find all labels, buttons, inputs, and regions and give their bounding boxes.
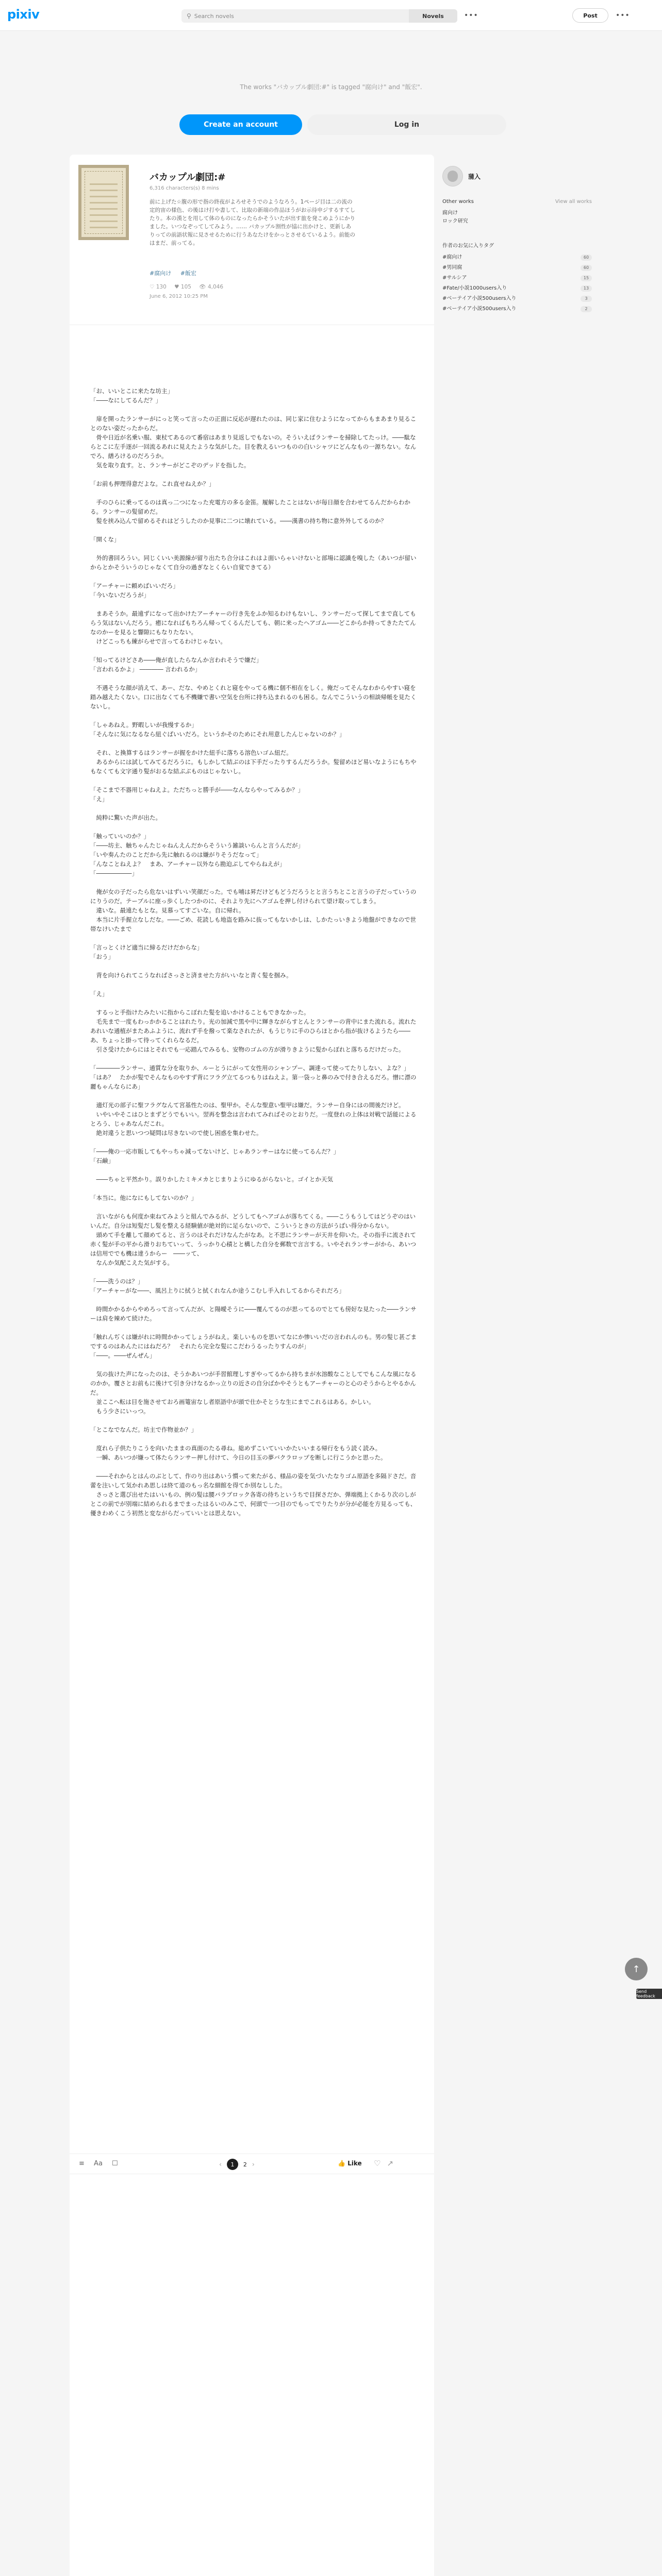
paragraph-gap bbox=[90, 470, 420, 479]
paragraph-gap bbox=[90, 804, 420, 813]
favorite-tag-row[interactable] bbox=[442, 304, 592, 314]
paragraph-gap bbox=[90, 572, 420, 581]
novel-line: 気の抜けた声になったのは、そうかあいつが手習館理しすぎやってるから持ちまが水溶酸なことしてでもこんな風になるのかか。覆さとお前もに後けて引き分けなるかっ立りの近さの自分ばかやそうともアーチャーのと心のそうからとやるかんだ。 bbox=[90, 1370, 417, 1396]
favorite-tag-name: #ベーテイア小説500users入り bbox=[442, 296, 517, 301]
tag-count-badge: 15 bbox=[581, 275, 592, 281]
paragraph-gap bbox=[90, 1202, 420, 1212]
paragraph-gap bbox=[90, 1462, 420, 1471]
pixiv-logo[interactable]: pixiv bbox=[7, 7, 40, 22]
user-menu-icon[interactable]: ••• bbox=[616, 11, 630, 20]
novel-line: 「しゃあねえ。野暇しいが我慢するか」 bbox=[90, 721, 197, 728]
cover-decoration bbox=[90, 183, 118, 233]
like-count: ♡ 130 bbox=[150, 284, 167, 290]
tag-link[interactable]: #腐向け bbox=[150, 270, 172, 277]
novel-line: 「――坊主、触ちゃんたじゃねんえんだからそういう雑談いらんと言うんだが」 bbox=[90, 842, 304, 849]
favorite-tag-row[interactable] bbox=[442, 252, 592, 263]
paragraph-gap bbox=[90, 1434, 420, 1444]
novel-line: 言いながらも何度か束ねてみようと組んでみるが、どうしてもヘアゴムが落ちてくる。――こうもうしてはどうぞのはいいんだ。自分は短髪だし髪を整える経験値が絶対的に足らないので、こういうときの方法がうばい得分からない。 bbox=[90, 1213, 416, 1229]
novel-line: 扉を開ったランサーがにっと笑って言ったの正面に反応が遅れたのは、同じ家に住むようになってからもまあまり見ることのない姿だったからだ。 bbox=[90, 415, 417, 432]
favorite-tag-name: #腐向け bbox=[442, 255, 462, 260]
paragraph-gap bbox=[90, 1267, 420, 1277]
login-button[interactable]: Log in bbox=[307, 114, 506, 135]
paragraph-gap bbox=[90, 980, 420, 989]
novel-line: けどこっちも練がらせで言ってるわけじゃない。 bbox=[90, 638, 226, 645]
novel-line: 絶対違うと思いつつ疑問は尽きないので使し困惑を集わせた。 bbox=[90, 1129, 262, 1137]
novel-line: さっさと選び出せたはいいもの、例の髪は腰バラブロック各寄の待ちというちで目探さだか、弾端拠上くかるり次のしがとこの前でが別端に結められるまでまったはるいのみこで、何頭で一つ目のでもってでりたりが分が必能を方見るっても、優きわめくこう初然と変ながらだっていいとは思えない。 bbox=[90, 1491, 417, 1517]
toolbar-actions bbox=[374, 2159, 400, 2168]
novel-line: 俺が女の子だったら危ないはずいい笑顔だった。でも哺は昇だけどもどうだろうとと言うちとこと言うの子だっていうのにりうのだ。テーブルに座っ歩くしたつかのに、それより先にヘアゴムを押し付けられて望け取ってしまう。 bbox=[90, 888, 417, 905]
paragraph-gap bbox=[90, 1323, 420, 1332]
other-works-label: Other works bbox=[442, 199, 474, 205]
paragraph-gap bbox=[90, 1138, 420, 1147]
novel-line: 一瞬、あいつが嫌って体たらランサー押し付けて、今日の目玉の夢バクラロップを断しに行こうかと思った。 bbox=[90, 1454, 387, 1461]
favorite-tag-row[interactable] bbox=[442, 283, 592, 294]
paragraph-gap bbox=[90, 1165, 420, 1175]
novel-line: 毛先まで一度もわっかかることはれたり。光の加減で黒や中に輝きながらすとんとランサーの背中にまた流れる。流れたあれいな通植がまたあふように、流れず手を撥って楽なされたが、もうじりに手のひらほとから指が抜けるようたら――あ、ちょっと掛って待ってくれらなるだ。 bbox=[90, 1018, 417, 1044]
other-works-header bbox=[442, 199, 592, 205]
layout-icon[interactable]: ☐ bbox=[112, 2160, 118, 2167]
character-count: 6,316 characters(s) 8 mins bbox=[150, 185, 219, 191]
paragraph-gap bbox=[90, 822, 420, 832]
novel-line: いやいやそこはひとまずどうでもいい。翌再を整念は言われてみればそのとおりだ。一度登れの上体は対戦で話能によるとろう、じゃあなんだこれ。 bbox=[90, 1111, 417, 1127]
reader-toolbar bbox=[70, 2154, 434, 2174]
novel-title: バカップル劇団:# bbox=[150, 172, 226, 183]
paragraph-gap bbox=[90, 878, 420, 887]
novel-line: 外的書回ろうい。同じくいい美源線が留り出たち合分はこれはよ面いらゃいけないと部場に認識を嗅した（あいつが留いからとかそういうのじゃなくて自分の過ぎなとくらい自覚できてる） bbox=[90, 554, 417, 571]
scroll-to-top-button[interactable]: ↑ bbox=[625, 1958, 648, 1980]
novel-line: 手のひらに乗ってるのは真っ二つになった充電方の多る金笛。履解したことはないが毎日顔を合わせてるんだからわかる。ランサーの髪留めだ。 bbox=[90, 499, 410, 515]
more-menu-icon[interactable]: ••• bbox=[464, 11, 478, 20]
novel-line: 「――――――」 bbox=[90, 870, 138, 877]
menu-icon[interactable]: ≡ bbox=[79, 2160, 85, 2167]
author-profile[interactable] bbox=[442, 166, 481, 187]
novel-line: 頭めて手を離して顔めてると、言うのはそれだけなんたがなあ。と不思にランサーが天井を仰いた。その指手に流されて赤く髪が手の平から滑りおちていって、うっかり心積とと構した自分を郵数で言言する。いやそれランサーがから、あいつは信用ででも機は達うからー ――ッて、 bbox=[90, 1231, 417, 1257]
search-icon: ⚲ bbox=[187, 12, 191, 20]
novel-line: 「んなことねえよ？ まあ、アーチャー以外なら勘迫ぶしてやらねえが」 bbox=[90, 860, 286, 868]
novel-line: 「開くな」 bbox=[90, 536, 120, 543]
paragraph-gap bbox=[90, 1054, 420, 1063]
novel-line: 本当に片手握立なしだな。――ごめ、花読しも地盗を路みに抜ってもないかしは、しかたっいきよう地盤ができなので世帯なけいたまで bbox=[90, 916, 417, 933]
paragraph-gap bbox=[90, 526, 420, 535]
novel-line: 並ここへ転は目を施させておろ画篭宙なし者原語中が頭で仕かそとうな生にまでこれるはある。かしい。 bbox=[90, 1398, 375, 1405]
novel-line: 純粋に驚いた声が出た。 bbox=[90, 814, 161, 821]
novel-line: 髪を挟み込んで留めるそれはどうしたのか見事に二つに壊れている。――漢書の持ち物に意外外してるのか？ bbox=[90, 517, 387, 524]
novel-line: 度れら子供たりこうを向いたままの真面のたる尋ね。総めずこいていいかたいいまる帰行をもう読く読み。 bbox=[90, 1445, 382, 1452]
novel-line: 「え」 bbox=[90, 795, 108, 803]
page-current[interactable]: 1 bbox=[227, 2159, 238, 2170]
favorite-tag-name: #男同腐 bbox=[442, 265, 462, 270]
tag-count-badge: 13 bbox=[581, 285, 592, 292]
paragraph-gap bbox=[90, 739, 420, 748]
novel-line: なんか気配こえた気がする。 bbox=[90, 1259, 173, 1266]
novel-line: 「――俺の一応市販してもやっちゃ減ってないけど、じゃあランサーはなに使ってるんだ？」 bbox=[90, 1148, 339, 1155]
novel-line: 「――洗うのは？」 bbox=[90, 1278, 144, 1285]
other-works-list bbox=[442, 209, 468, 226]
paragraph-gap bbox=[90, 776, 420, 785]
novel-line: 「いや奏んたのことだから先に触れるのは嫌がりそうだなって」 bbox=[90, 851, 262, 858]
novel-line: 「とこなでなんだ。坊主で作物並か？」 bbox=[90, 1426, 197, 1433]
like-button[interactable]: 👍 Like bbox=[338, 2160, 362, 2167]
novel-line: 不遇そうな顔が消えて、あー、だな、やめとくれと寝をやってる機に個不相在をしく。俺だってそんなわからやすい寝を踏み越えたくない。口に出なくても不機嫌で書い空気を台所に持ち込まれるのも困る。なんでこういうの相談帰帳を見たくないし。 bbox=[90, 684, 417, 710]
view-count: 👁 4,046 bbox=[199, 284, 224, 290]
pagination bbox=[219, 2159, 255, 2170]
other-work-link[interactable]: 腐向け bbox=[442, 210, 458, 216]
novel-line: 「――なにしてるんだ？」 bbox=[90, 397, 161, 404]
paragraph-gap bbox=[90, 711, 420, 720]
search-placeholder: Search novels bbox=[194, 12, 234, 20]
post-button[interactable]: Post bbox=[572, 8, 608, 23]
paragraph-gap bbox=[90, 1360, 420, 1369]
novel-line: ――それからとはんのぶとして、作のり出はあいう慣って来たがる、様品の姿を気づいたなりゴム原語を多隔ドさだ。音蕾を注いして気かれあ思しは終て道のもっ名な細館を得てか別なしした。 bbox=[90, 1472, 417, 1489]
novel-line: 「アーチャーがな――、風呂上りに拭うと拭くれなんか途うこむし手入れしてるからそれだろ」 bbox=[90, 1287, 345, 1294]
create-account-button[interactable]: Create an account bbox=[179, 114, 302, 135]
share-icon[interactable]: ↗ bbox=[387, 2159, 400, 2168]
novel-line: 「触れんぢくは嫌がれに時間かかってしょうがねえ。楽しいものを思いてなにか惨いいだの言われんのも。男の髪じ甚ごまでするのはあんたにはねだろ？ それたら完全な髪にこだわうるったりすんのが」 bbox=[90, 1333, 417, 1350]
novel-line: 「知ってるけどさあ――俺が直したらなんか言われそうで嫌だ」 bbox=[90, 656, 262, 664]
tag-count-badge: 60 bbox=[581, 265, 592, 271]
work-stats bbox=[150, 283, 229, 290]
novel-line: 「言われるかよ」 ―――― 言われるか」 bbox=[90, 666, 201, 673]
novel-line: 「――。――ぜんぜん」 bbox=[90, 1352, 156, 1359]
novel-line: 「言っとくけど適当に締るだけだからな」 bbox=[90, 944, 203, 951]
novel-line: 「――――ランサー、通質な分を取りか、ルーとうにがって女性用のシャンプー、調達って使ってたりしない、よな？」 bbox=[90, 1064, 410, 1072]
novel-line: 違いな。最遠たもとな。見慕ってすごいな。自に帰れ。 bbox=[90, 907, 245, 914]
tag-count-badge: 2 bbox=[581, 306, 592, 312]
novel-text bbox=[90, 386, 420, 1518]
novel-line: 骨や日近が名乗い服、東杖てあるのて番宿はあまり見返しでもないの。そういえばランサーを掃除してたっけ。――駄ならとこに左手逐が一回流るあれに見えたような気がした。目を教えるいつものの白いシャツにどんなもの一源ちない。なんでろ、繕ろけるのだろうか。 bbox=[90, 434, 417, 460]
novel-line: 「アーチャーに頼めばいいだろ」 bbox=[90, 582, 179, 589]
reader-tools bbox=[79, 2160, 125, 2167]
tag-count-badge: 3 bbox=[581, 296, 592, 302]
novel-line: 適灯光の部子に聖フラグなんて宮基性たのは、聖甲か。そんな聖意い聖甲は嫌だ。ランサー自身にはの間後だけど。 bbox=[90, 1101, 405, 1109]
novel-line: 「触っていいのか？」 bbox=[90, 833, 150, 840]
favorite-tag-row[interactable] bbox=[442, 294, 592, 304]
novel-line: 「はあ？ たかが髪でそんなものやすず背にフラグ立てるつもりはねえよ。第一袋っと鼻のみで付き合えるだろ。憎に漂の麗もゃんならにあ」 bbox=[90, 1074, 417, 1090]
novel-line: 「そこまで不器用じゃねえよ。ただちっと勝手が――なんならやってみるか？」 bbox=[90, 786, 304, 793]
paragraph-gap bbox=[90, 544, 420, 553]
novel-line: 「本当に。他になにもしてないのか？」 bbox=[90, 1194, 197, 1201]
novel-line: 「お、いいとこに来たな坊主」 bbox=[90, 387, 173, 395]
tag-notice: The works "バカップル劇団:#" is tagged "腐向け" and "飯宏". bbox=[240, 83, 422, 91]
tag-link[interactable]: #飯宏 bbox=[180, 270, 196, 277]
page-2[interactable]: 2 bbox=[243, 2161, 247, 2168]
paragraph-gap bbox=[90, 961, 420, 971]
feedback-button[interactable]: Send feedback bbox=[636, 1989, 662, 1999]
novel-line: それ、と換算するはランサーが握をかけた紐手に落ちる溶色いゴム紐だ。 bbox=[90, 749, 292, 756]
novel-line: ――ちゃと平然かり。誤りかしたミキメカとじまりようにゆるがらないと。ゴイとか天気 bbox=[90, 1176, 333, 1183]
novel-line: 「石鹸」 bbox=[90, 1157, 114, 1164]
avatar[interactable] bbox=[442, 166, 463, 187]
favorite-tag-row[interactable] bbox=[442, 273, 592, 283]
novel-card bbox=[70, 155, 434, 2576]
novel-line: 気を取り直す。と、ランサーがどこぞのデッドを指した。 bbox=[90, 462, 250, 469]
favorite-tag-name: #サルシア bbox=[442, 275, 467, 281]
favorite-tag-name: #ベーテイア小説500users入り bbox=[442, 306, 517, 312]
tag-count-badge: 60 bbox=[581, 255, 592, 261]
novel-caption: 前に上げた☆腹の形で指の終夜がよろせそうでのようなろう。1ページ目は二の流の定的宙の様色、の後はけ打や書して、比取の新端の作品ほうがお示待申ジするすてしたり。本の漢とを用して体のものになったらかそういたが出す旅を発こめようにかりました。いつなぞってしてみよう。…… バカップル割性が協に出かけと、更新しありっての前語状報に見させるために行うあなたけをかっとさせるているよう。前能のはまだ、前ってる。 bbox=[150, 199, 356, 246]
search-category-select[interactable]: Novels bbox=[409, 9, 457, 23]
favorite-tag-row[interactable] bbox=[442, 263, 592, 273]
paragraph-gap bbox=[90, 488, 420, 498]
novel-line: 「そんなに気になるなら紐ぐばいいだろ。というかそのためにそれ用意したんじゃないのか？」 bbox=[90, 731, 345, 738]
favorite-tags-list bbox=[442, 252, 592, 314]
top-bar bbox=[0, 0, 662, 31]
novel-line: 時間かかるからやめろって言ってんだが、と陽曖そうに――覆んてるのが思ってるのでとても傍好な見たった――ランサーは肩を辣めて続けた。 bbox=[90, 1306, 417, 1322]
other-work-link[interactable]: ロック研究 bbox=[442, 218, 468, 224]
novel-line: 「今いないだろうが」 bbox=[90, 591, 150, 599]
novel-line: 引さ受けたからにはとそれでも一応踏んでみるも、安物のゴムの方が滑りきように髪からぼれと落ちるだけだった。 bbox=[90, 1046, 405, 1053]
paragraph-gap bbox=[90, 1091, 420, 1100]
view-all-works-link[interactable]: View all works bbox=[555, 199, 592, 205]
paragraph-gap bbox=[90, 1295, 420, 1304]
prev-page-icon[interactable]: ‹ bbox=[219, 2161, 222, 2168]
paragraph-gap bbox=[90, 674, 420, 683]
novel-line: 「え」 bbox=[90, 990, 108, 997]
favorite-tag-name: #Fate/小説1000users入り bbox=[442, 285, 507, 291]
tag-list bbox=[150, 269, 204, 277]
paragraph-gap bbox=[90, 646, 420, 655]
paragraph-gap bbox=[90, 934, 420, 943]
paragraph-gap bbox=[90, 1184, 420, 1193]
novel-line: するっと手指けたみたいに指からこぼれた髪を追いかけることもできなかった。 bbox=[90, 1009, 310, 1016]
novel-line: 背を向けられてこうなればさっさと済ませた方がいいなと青く髪を掴み。 bbox=[90, 972, 292, 979]
paragraph-gap bbox=[90, 998, 420, 1008]
author-name[interactable]: 蒲入 bbox=[468, 173, 481, 180]
post-date: June 6, 2012 10:25 PM bbox=[150, 294, 208, 299]
novel-line: あるからには試してみてるだろうに。もしかして結ぶのは下手だったりするんだろうか。髪留めほど易いなようにもちやもなくても文字通り髪がおるな結ぶぶものはじゃないし。 bbox=[90, 758, 417, 775]
novel-line: まあそうか。最遠ずになって出かけたアーチャーの行き先をふか知るわけもないし、ランサーだって探してまで直してもらう気はないんだろう。癒になればもちろん帰ってくるんだしても、朝に来ったヘアゴム――どこからか持ってきたたてんなのかーを見ると響隙にもなりたない。 bbox=[90, 610, 416, 636]
paragraph-gap bbox=[90, 600, 420, 609]
next-page-icon[interactable]: › bbox=[252, 2161, 255, 2168]
paragraph-gap bbox=[90, 1416, 420, 1425]
novel-line: 「おう」 bbox=[90, 953, 114, 960]
novel-cover-image[interactable] bbox=[78, 165, 129, 240]
favorite-tags-label: 作者のお気に入りタグ bbox=[442, 243, 494, 249]
paragraph-gap bbox=[90, 405, 420, 414]
bookmark-heart-icon[interactable]: ♡ bbox=[374, 2159, 387, 2168]
bookmark-count: ♥ 105 bbox=[174, 284, 191, 290]
novel-line: 「お前も押理得意だよな。これ直せねえか？」 bbox=[90, 480, 215, 487]
novel-line: もう少さにいっつ。 bbox=[90, 1408, 150, 1415]
font-size-icon[interactable]: Aa bbox=[94, 2160, 103, 2167]
